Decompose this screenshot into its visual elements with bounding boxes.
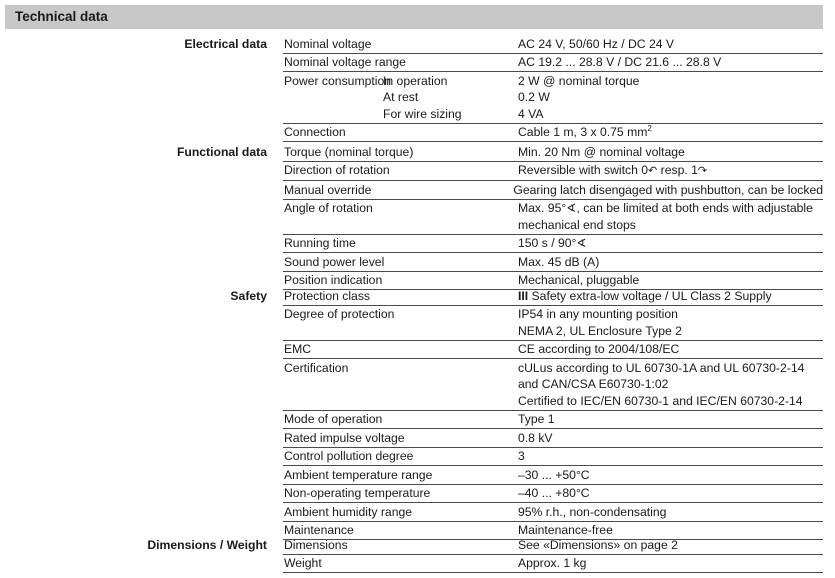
spec-row-running-time xyxy=(283,235,823,254)
spec-name: Connection xyxy=(284,125,346,139)
spec-value: Mechanical, pluggable xyxy=(518,273,640,287)
spec-name: Ambient humidity range xyxy=(284,504,413,519)
spec-value: Cable 1 m, 3 x 0.75 mm xyxy=(518,125,648,139)
spec-value: See «Dimensions» on page 2 xyxy=(518,537,678,552)
spec-name: Protection class xyxy=(284,288,371,303)
spec-name: Maintenance xyxy=(284,523,354,537)
spec-rows xyxy=(283,35,823,142)
spec-value: 150 s / 90°∢ xyxy=(518,236,587,250)
spec-rows xyxy=(283,143,823,290)
rotate-cw-icon: ↷ xyxy=(697,165,708,177)
spec-value: –40 ... +80°C xyxy=(518,486,590,500)
spec-value: Approx. 1 kg xyxy=(518,556,587,570)
spec-value: 2 W @ nominal torque xyxy=(518,73,640,88)
spec-row-degree-of-protection xyxy=(283,306,823,341)
spec-value: 95% r.h., non-condensating xyxy=(518,504,667,519)
spec-row-sound-power-level xyxy=(283,253,823,272)
spec-row-dimensions xyxy=(283,536,823,555)
spec-value-group xyxy=(518,200,823,233)
spec-subname: In operation xyxy=(383,73,448,88)
spec-subname: For wire sizing xyxy=(383,106,462,121)
spec-value: IP54 in any mounting position xyxy=(518,307,678,321)
spec-value-group xyxy=(518,73,823,123)
spec-row-weight xyxy=(283,555,823,574)
spec-row-ambient-humidity-range xyxy=(283,503,823,522)
spec-row-mode-of-operation xyxy=(283,411,823,430)
spec-value-group xyxy=(518,162,823,180)
spec-name: Nominal voltage xyxy=(284,36,372,51)
rotate-ccw-icon: ↶ xyxy=(648,165,658,177)
section-label: Functional data xyxy=(176,145,267,159)
spec-value: Type 1 xyxy=(518,412,555,426)
spec-row-certification xyxy=(283,359,823,411)
spec-value: 4 VA xyxy=(518,106,544,121)
spec-name: EMC xyxy=(284,342,312,356)
spec-value: and CAN/CSA E60730-1:02 xyxy=(518,377,669,391)
spec-name: Dimensions xyxy=(284,537,348,552)
spec-name-group xyxy=(283,73,518,123)
spec-subname: At rest xyxy=(383,90,419,104)
spec-value: Maintenance-free xyxy=(518,523,613,537)
spec-row-control-pollution-degree xyxy=(283,448,823,467)
spec-value: cULus according to UL 60730-1A and UL 60730-2-14 xyxy=(518,360,805,375)
spec-row-direction-of-rotation xyxy=(283,162,823,182)
spec-name: Manual override xyxy=(284,182,372,197)
spec-name: Angle of rotation xyxy=(284,201,373,215)
spec-name: Sound power level xyxy=(284,254,385,269)
spec-value: NEMA 2, UL Enclosure Type 2 xyxy=(518,323,682,338)
section-label: Dimensions / Weight xyxy=(147,538,267,552)
spec-value-group xyxy=(518,124,823,141)
spec-rows xyxy=(283,536,823,573)
spec-name: Ambient temperature range xyxy=(284,467,433,482)
spec-value: mechanical end stops xyxy=(518,217,636,232)
spec-value: Min. 20 Nm @ nominal voltage xyxy=(518,144,685,159)
spec-value: resp. 1 xyxy=(660,163,698,177)
spec-value-group xyxy=(518,288,823,305)
spec-name: Power consumption xyxy=(284,73,392,88)
spec-value: AC 19.2 ... 28.8 V / DC 21.6 ... 28.8 V xyxy=(518,55,722,69)
spec-name: Control pollution degree xyxy=(284,449,414,463)
section-label: Safety xyxy=(230,289,267,303)
spec-row-nominal-voltage-range xyxy=(283,54,823,73)
spec-value: 0.2 W xyxy=(518,90,550,104)
spec-row-ambient-temperature-range xyxy=(283,466,823,485)
spec-value: Max. 95°∢, can be limited at both ends with adjustable xyxy=(518,201,813,215)
spec-name: Certification xyxy=(284,360,349,375)
spec-value: AC 24 V, 50/60 Hz / DC 24 V xyxy=(518,36,675,51)
spec-row-manual-override xyxy=(283,181,823,200)
spec-value: Reversible with switch 0 xyxy=(518,163,649,177)
spec-row-torque xyxy=(283,143,823,162)
spec-name: Running time xyxy=(284,236,356,250)
protection-class-symbol: III xyxy=(518,288,529,303)
spec-value: Max. 45 dB (A) xyxy=(518,254,600,269)
spec-name: Nominal voltage range xyxy=(284,55,406,69)
spec-value: 0.8 kV xyxy=(518,430,553,445)
spec-name: Weight xyxy=(284,556,322,570)
spec-row-angle-of-rotation xyxy=(283,200,823,235)
spec-value: 3 xyxy=(518,449,525,463)
spec-rows xyxy=(283,287,823,540)
spec-name: Position indication xyxy=(284,273,383,287)
spec-value: Safety extra-low voltage / UL Class 2 Supply xyxy=(528,288,772,303)
spec-name: Mode of operation xyxy=(284,412,383,426)
page-title: Technical data xyxy=(15,9,108,24)
spec-row-emc xyxy=(283,341,823,360)
spec-row-non-operating-temperature xyxy=(283,485,823,504)
spec-row-rated-impulse-voltage xyxy=(283,429,823,448)
spec-name: Direction of rotation xyxy=(284,163,390,177)
section-label: Electrical data xyxy=(184,37,267,51)
spec-name: Rated impulse voltage xyxy=(284,430,405,445)
section-header-bar xyxy=(5,5,823,29)
spec-row-nominal-voltage xyxy=(283,35,823,54)
superscript: 2 xyxy=(647,124,652,133)
spec-row-power-consumption xyxy=(283,72,823,124)
spec-value: Gearing latch disengaged with pushbutton, can be locked xyxy=(513,182,823,197)
spec-value: –30 ... +50°C xyxy=(518,467,590,482)
spec-row-connection xyxy=(283,124,823,143)
spec-value: Certified to IEC/EN 60730-1 and IEC/EN 60730-2-14 xyxy=(518,393,803,408)
spec-sub-names xyxy=(383,73,462,123)
spec-value-group xyxy=(518,306,823,339)
spec-name: Non-operating temperature xyxy=(284,486,431,500)
spec-name: Degree of protection xyxy=(284,307,395,321)
spec-value-group xyxy=(518,360,823,410)
spec-row-protection-class xyxy=(283,287,823,306)
spec-name: Torque (nominal torque) xyxy=(284,144,414,159)
spec-value: CE according to 2004/108/EC xyxy=(518,342,680,356)
